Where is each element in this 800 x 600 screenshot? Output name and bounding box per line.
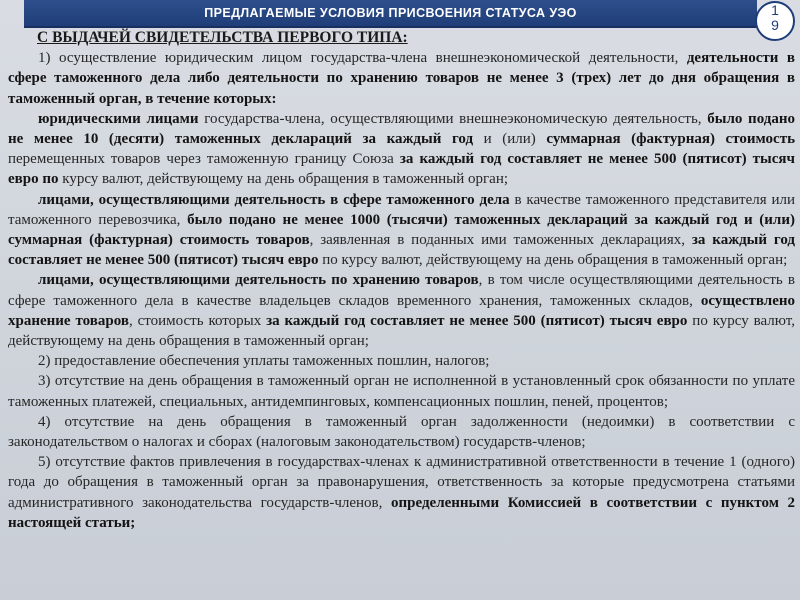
page-number-digit-2: 9: [771, 17, 779, 33]
header-bar: [24, 0, 757, 28]
document-body: [8, 28, 795, 533]
paragraph-condition-5: [8, 452, 795, 533]
paragraph-text: , заявленная в поданных ими таможенных декларациях,: [309, 232, 692, 249]
paragraph-text: 1) осуществление юридическим лицом государства-члена внешнеэкономической деятельности,: [38, 50, 687, 67]
paragraph-customs-activity: [8, 190, 795, 271]
paragraph-condition-3: [8, 371, 795, 411]
paragraph-text: 3) отсутствие на день обращения в таможенный орган не исполненной в установленный срок обязанности по уплате таможенных платежей, специальных, антидемпинговых, компенсационных пошлин, пеней, процентов;: [8, 373, 795, 410]
paragraph-text: по курсу валют, действующему на день обращения в таможенный орган;: [8, 312, 795, 350]
paragraph-bold-text: за каждый год составляет не менее 500 (пятисот) тысяч евро: [8, 232, 795, 269]
paragraph-bold-text: лицами, осуществляющими деятельность по хранению товаров: [38, 272, 479, 289]
paragraph-bold-text: за каждый год составляет не менее 500 (пятисот) тысяч евро: [266, 312, 688, 329]
paragraph-storage-activity: [8, 270, 795, 351]
paragraph-text: по курсу валют, действующему на день обращения в таможенный орган;: [318, 252, 788, 269]
paragraph-text: , в том числе осуществляющими деятельность в сфере таможенного дела в качестве владельцев складов временного хранения, таможенных складов,: [8, 272, 795, 309]
paragraph-bold-text: определенными Комиссией в соответствии с пунктом 2 настоящей статьи;: [8, 494, 796, 531]
paragraph-text: и (или): [473, 131, 547, 148]
section-heading: С ВЫДАЧЕЙ СВИДЕТЕЛЬСТВА ПЕРВОГО ТИПА:: [37, 29, 408, 46]
paragraph-text: перемещенных товаров через таможенную границу Союза: [8, 151, 400, 168]
paragraph-text: 4) отсутствие на день обращения в таможенный орган задолженности (недоимки) в соответствии с законодательством о налогах и сборах (налоговым законодательством) государств-членов;: [8, 413, 795, 451]
paragraph-bold-text: деятельности в сфере таможенного дела либо деятельности по хранению товаров не менее 3 (трех) лет до дня обращения в таможенный орган, в течение которых:: [8, 50, 795, 107]
paragraph-text: государства-члена, осуществляющими внешнеэкономическую деятельность,: [198, 110, 708, 127]
paragraph-text: курсу валют, действующему на день обращения в таможенный орган;: [58, 171, 509, 188]
paragraph-legal-entities: [8, 109, 795, 190]
paragraph-text: , стоимость которых: [128, 312, 267, 329]
page-number-digit-1: 1: [771, 2, 779, 18]
paragraph-condition-2: [8, 351, 795, 371]
paragraph-text: 2) предоставление обеспечения уплаты таможенных пошлин, налогов;: [38, 353, 490, 370]
paragraph-bold-text: лицами, осуществляющими деятельность в сфере таможенного дела: [38, 191, 510, 208]
paragraph-bold-text: суммарная (фактурная) стоимость: [546, 131, 796, 148]
paragraph-bold-text: за каждый год составляет не менее 500 (пятисот) тысяч евро по: [8, 151, 795, 188]
paragraph-condition-4: [8, 412, 795, 452]
paragraph-text: 5) отсутствие фактов привлечения в государствах-членах к административной ответственности в течение 1 (одного) года до обращения в таможенный орган за правонарушения, ответственность за которые предусмотрена статьями административного законодательства государств-членов,: [8, 454, 795, 511]
page-title: ПРЕДЛАГАЕМЫЕ УСЛОВИЯ ПРИСВОЕНИЯ СТАТУСА УЭО: [204, 6, 577, 20]
paragraph-bold-text: юридическими лицами: [38, 110, 199, 127]
paragraph-bold-text: было подано не менее 1000 (тысячи) таможенных деклараций за каждый год и (или) суммарная (фактурная) стоимость товаров: [8, 211, 795, 249]
paragraph-condition-1: [8, 48, 795, 109]
paragraph-bold-text: осуществлено хранение товаров: [8, 292, 795, 329]
paragraph-bold-text: было подано не менее 10 (десяти) таможенных деклараций за каждый год: [8, 110, 795, 148]
paragraph-text: в качестве таможенного представителя или таможенного перевозчика,: [8, 191, 796, 228]
